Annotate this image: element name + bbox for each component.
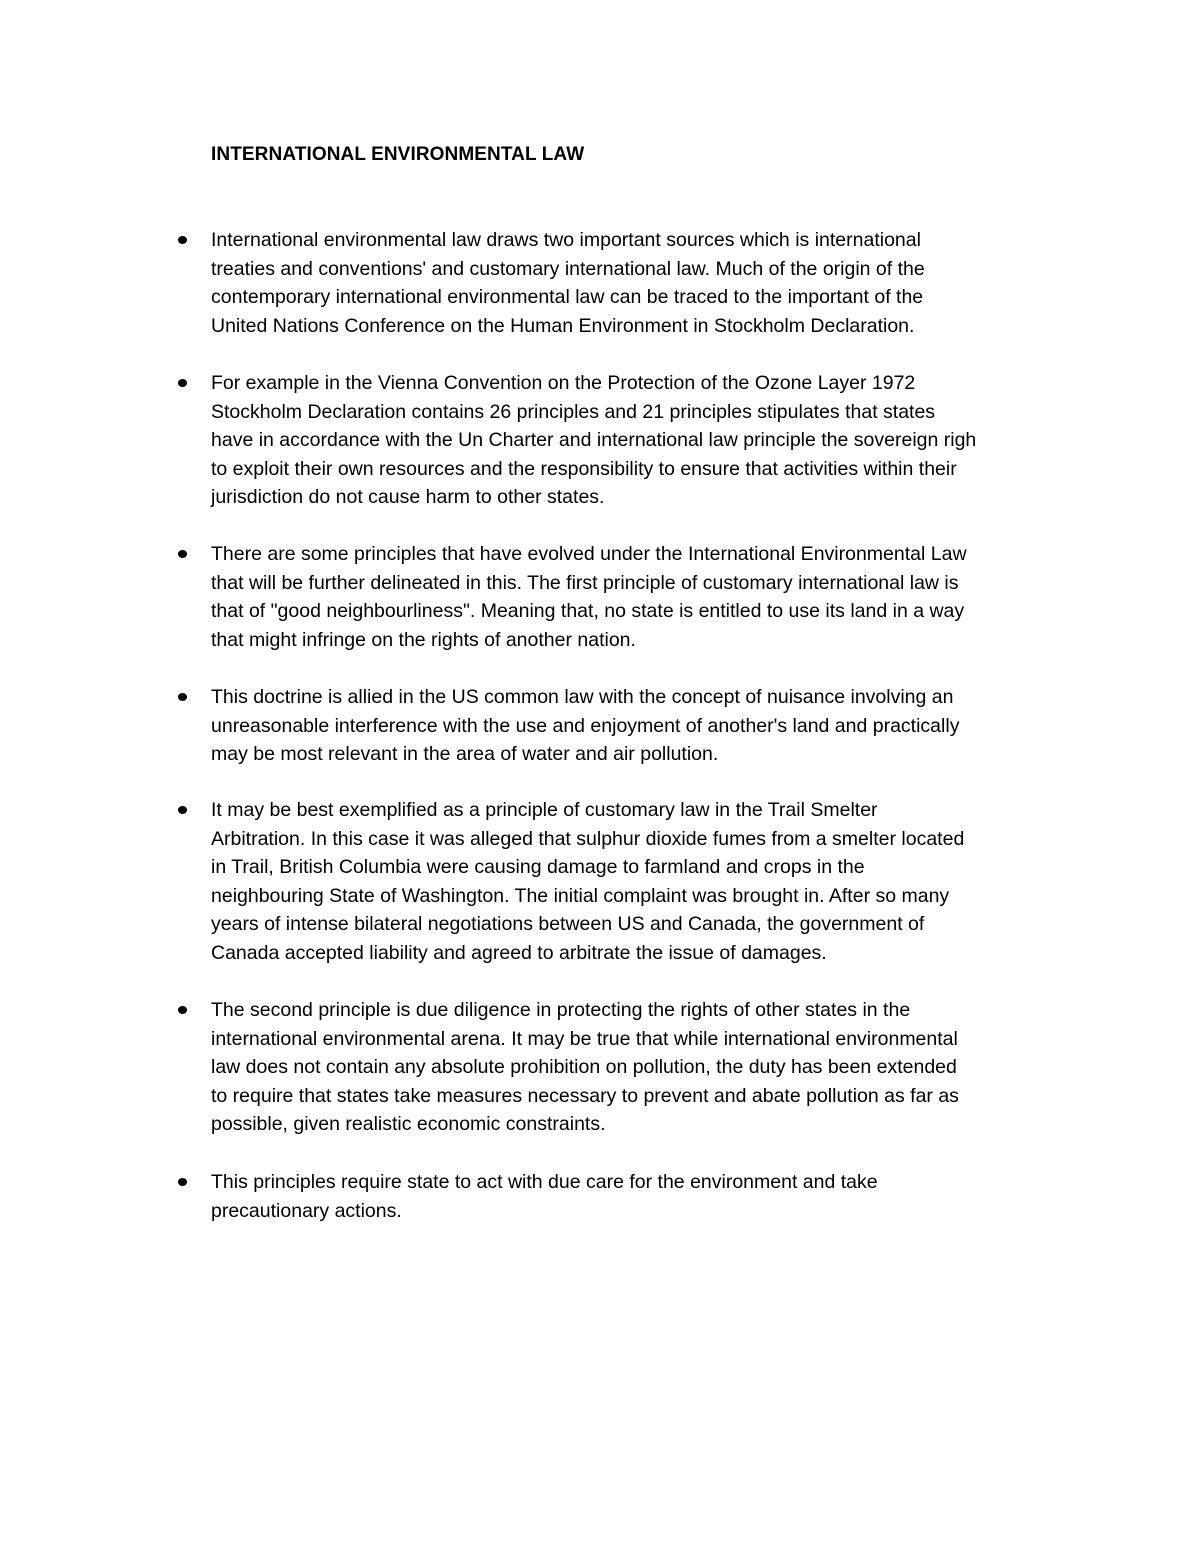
- bullet-icon: [178, 806, 187, 814]
- bullet-item: [211, 683, 1071, 769]
- bullet-text: This doctrine is allied in the US common law with the concept of nuisance involving an unreasonable interference with the use and enjoyment of another's land and practically may be most relevant in the area of water and air pollution.: [211, 686, 960, 766]
- bullet-icon: [178, 236, 187, 244]
- bullet-item: [211, 226, 1071, 340]
- bullet-text: For example in the Vienna Convention on the Protection of the Ozone Layer 1972 Stockholm Declaration contains 26 principles and 21 principles stipulates that states have in accordance with the Un Charter and international law principle the sovereign righ to exploit their own resources and the responsibility to ensure that activities within their jurisdiction do not cause harm to other states.: [211, 372, 977, 509]
- bullet-icon: [178, 693, 187, 701]
- bullet-text: The second principle is due diligence in protecting the rights of other states in the international environmental arena. It may be true that while international environmental law does not contain any absolute prohibition on pollution, the duty has been extended to require that states take measures necessary to prevent and abate pollution as far as possible, given realistic economic constraints.: [211, 999, 959, 1136]
- bullet-item: [211, 996, 1071, 1139]
- bullet-icon: [178, 1178, 187, 1186]
- bullet-text: International environmental law draws two important sources which is international treaties and conventions' and customary international law. Much of the origin of the contemporary international environmental law can be traced to the important of the United Nations Conference on the Human Environment in Stockholm Declaration.: [211, 229, 925, 337]
- bullet-icon: [178, 550, 187, 558]
- bullet-item: [211, 369, 1071, 512]
- bullet-icon: [178, 1006, 187, 1014]
- bullet-item: [211, 540, 1071, 654]
- bullet-text: It may be best exemplified as a principle of customary law in the Trail Smelter Arbitration. In this case it was alleged that sulphur dioxide fumes from a smelter located in Trail, British Columbia were causing damage to farmland and crops in the neighbouring State of Washington. The initial complaint was brought in. After so many years of intense bilateral negotiations between US and Canada, the government of Canada accepted liability and agreed to arbitrate the issue of damages.: [211, 799, 965, 964]
- bullet-item: [211, 1168, 1071, 1225]
- bullet-text: There are some principles that have evolved under the International Environmental Law that will be further delineated in this. The first principle of customary international law is that of "good neighbourliness". Meaning that, no state is entitled to use its land in a way that might infringe on the rights of another nation.: [211, 543, 967, 651]
- bullet-text: This principles require state to act with due care for the environment and take precautionary actions.: [211, 1171, 878, 1222]
- bullet-icon: [178, 379, 187, 387]
- document-title: INTERNATIONAL ENVIRONMENTAL LAW: [211, 144, 585, 165]
- bullet-item: [211, 796, 1071, 968]
